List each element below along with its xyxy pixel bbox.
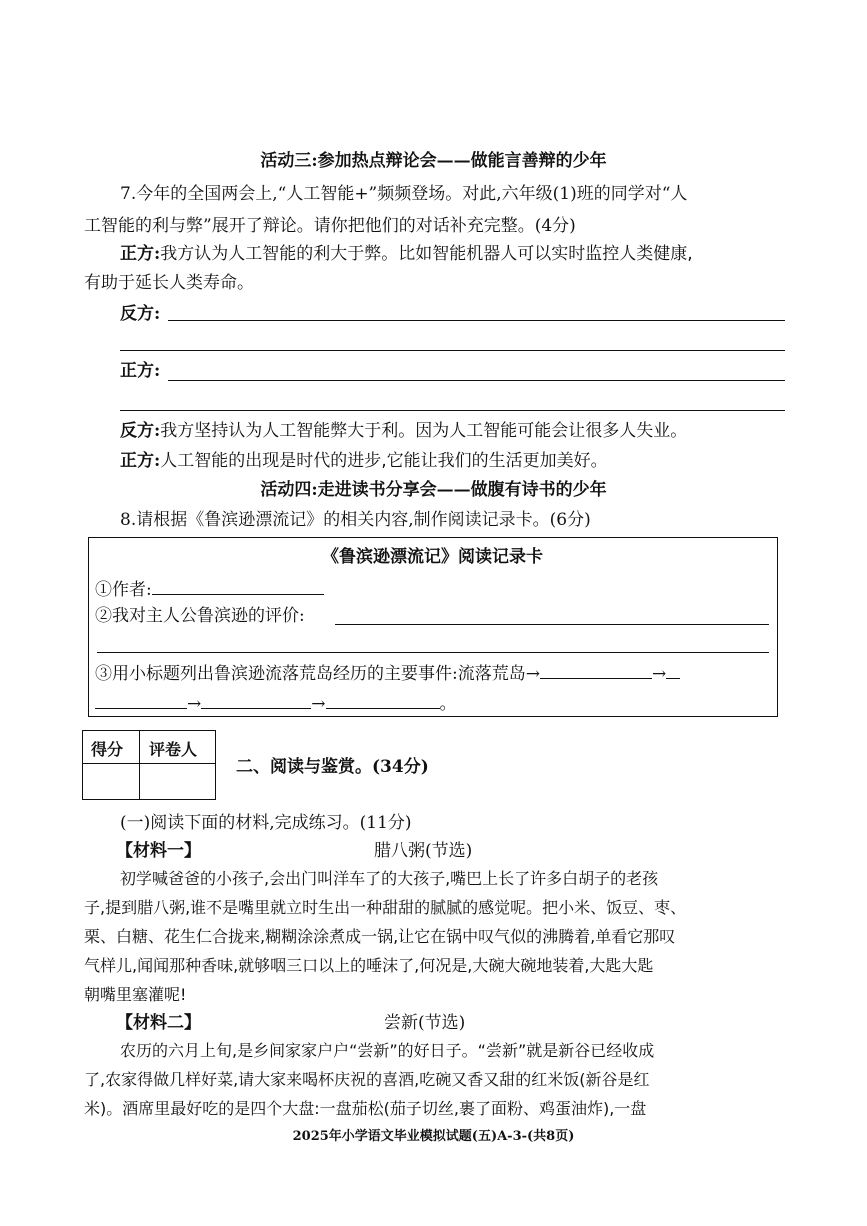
event-arrow-3: → <box>311 694 326 714</box>
event-blank-4[interactable] <box>326 692 440 709</box>
activity3-heading: 活动三:参加热点辩论会——做能言善辩的少年 <box>260 151 607 171</box>
con-text: 我方坚持认为人工智能弊大于利。因为人工智能可能会让很多人失业。 <box>160 421 688 441</box>
q7-line1: 7.今年的全国两会上,“人工智能+”频频登场。对此,六年级(1)班的同学对“人 <box>120 184 688 204</box>
grader-header: 评卷人 <box>149 740 198 759</box>
material1-line: 子,提到腊八粥,谁不是嘴里就立时生出一种甜甜的腻腻的感觉呢。把小米、饭豆、枣、 <box>84 898 687 917</box>
material1-line: 朝嘴里塞灌呢! <box>84 985 187 1004</box>
score-table <box>82 730 216 800</box>
author-blank[interactable] <box>152 578 324 595</box>
material1-line: 初学喊爸爸的小孩子,会出门叫洋车了的大孩子,嘴巴上长了许多白胡子的老孩 <box>120 869 659 888</box>
material2-title: 尝新(节选) <box>384 1013 466 1033</box>
con-label: 反方: <box>120 421 161 441</box>
material2-line: 农历的六月上旬,是乡间家家户户“尝新”的好日子。“尝新”就是新谷已经收成 <box>120 1041 655 1060</box>
pro-speech-1-cont: 有助于延长人类寿命。 <box>84 273 254 293</box>
pro-text-3: 人工智能的出现是时代的进步,它能让我们的生活更加美好。 <box>160 451 608 471</box>
con-speech-2 <box>120 420 687 442</box>
card-title: 《鲁滨逊漂流记》阅读记录卡 <box>322 547 543 567</box>
q7-line2: 工智能的利与弊”展开了辩论。请你把他们的对话补充完整。(4分) <box>84 216 576 236</box>
event-blank-2a[interactable] <box>666 662 680 679</box>
event-blank-3[interactable] <box>201 692 311 709</box>
con-answer-line-2[interactable] <box>120 350 785 351</box>
evaluation-line-2[interactable] <box>97 652 769 653</box>
card-item-evaluation <box>95 605 305 627</box>
pro-label: 正方: <box>120 244 161 264</box>
evaluation-line-1[interactable] <box>335 624 769 625</box>
material1-label: 【材料一】 <box>116 841 201 861</box>
material1-line: 栗、白糖、花生仁合拢来,糊糊涂涂煮成一锅,让它在锅中叹气似的沸腾着,单看它那叹 <box>84 927 676 946</box>
event-end: 。 <box>439 694 457 714</box>
pro-answer-label: 正方: <box>120 361 161 381</box>
activity4-heading: 活动四:走进读书分享会——做腹有诗书的少年 <box>260 480 607 500</box>
events-label: ③用小标题列出鲁滨逊流落荒岛经历的主要事件:流落荒岛→ <box>95 664 540 684</box>
material1-title: 腊八粥(节选) <box>374 841 473 861</box>
pro-speech-3 <box>120 450 608 472</box>
material1-line: 气样儿,闻闻那种香味,就够咽三口以上的唾沫了,何况是,大碗大碗地装着,大匙大匙 <box>84 956 654 975</box>
score-header: 得分 <box>91 740 124 759</box>
event-arrow-1: → <box>651 664 667 684</box>
con-answer-label: 反方: <box>120 304 161 324</box>
pro-answer-line-1[interactable] <box>168 380 785 381</box>
q8-text: 8.请根据《鲁滨逊漂流记》的相关内容,制作阅读记录卡。(6分) <box>120 510 591 530</box>
material2-label: 【材料二】 <box>116 1013 201 1033</box>
card-item-events <box>95 662 680 685</box>
con-answer-line-1[interactable] <box>168 320 785 321</box>
material2-line: 了,农家得做几样好菜,请大家来喝杯庆祝的喜酒,吃碗又香又甜的红米饭(新谷是红 <box>84 1070 650 1089</box>
page-footer: 2025年小学语文毕业模拟试题(五)A-3-(共8页) <box>292 1129 575 1144</box>
reading-record-card <box>88 537 778 717</box>
subsection1-heading: (一)阅读下面的材料,完成练习。(11分) <box>120 813 412 833</box>
card-item-events-cont <box>95 692 457 715</box>
event-blank-2b[interactable] <box>95 692 187 709</box>
event-blank-1[interactable] <box>540 662 652 679</box>
card-item-author <box>95 578 324 601</box>
pro-text: 我方认为人工智能的利大于弊。比如智能机器人可以实时监控人类健康, <box>160 244 693 264</box>
pro-speech-1 <box>120 243 693 265</box>
pro-label-3: 正方: <box>120 451 161 471</box>
event-arrow-2: → <box>187 694 202 714</box>
pro-answer-line-2[interactable] <box>120 410 785 411</box>
section2-heading: 二、阅读与鉴赏。(34分) <box>236 757 429 777</box>
evaluation-label: ②我对主人公鲁滨逊的评价: <box>95 606 305 626</box>
material2-line: 米)。酒席里最好吃的是四个大盘:一盘茄松(茄子切丝,裹了面粉、鸡蛋油炸),一盘 <box>84 1099 647 1118</box>
author-label: ①作者: <box>95 580 152 600</box>
